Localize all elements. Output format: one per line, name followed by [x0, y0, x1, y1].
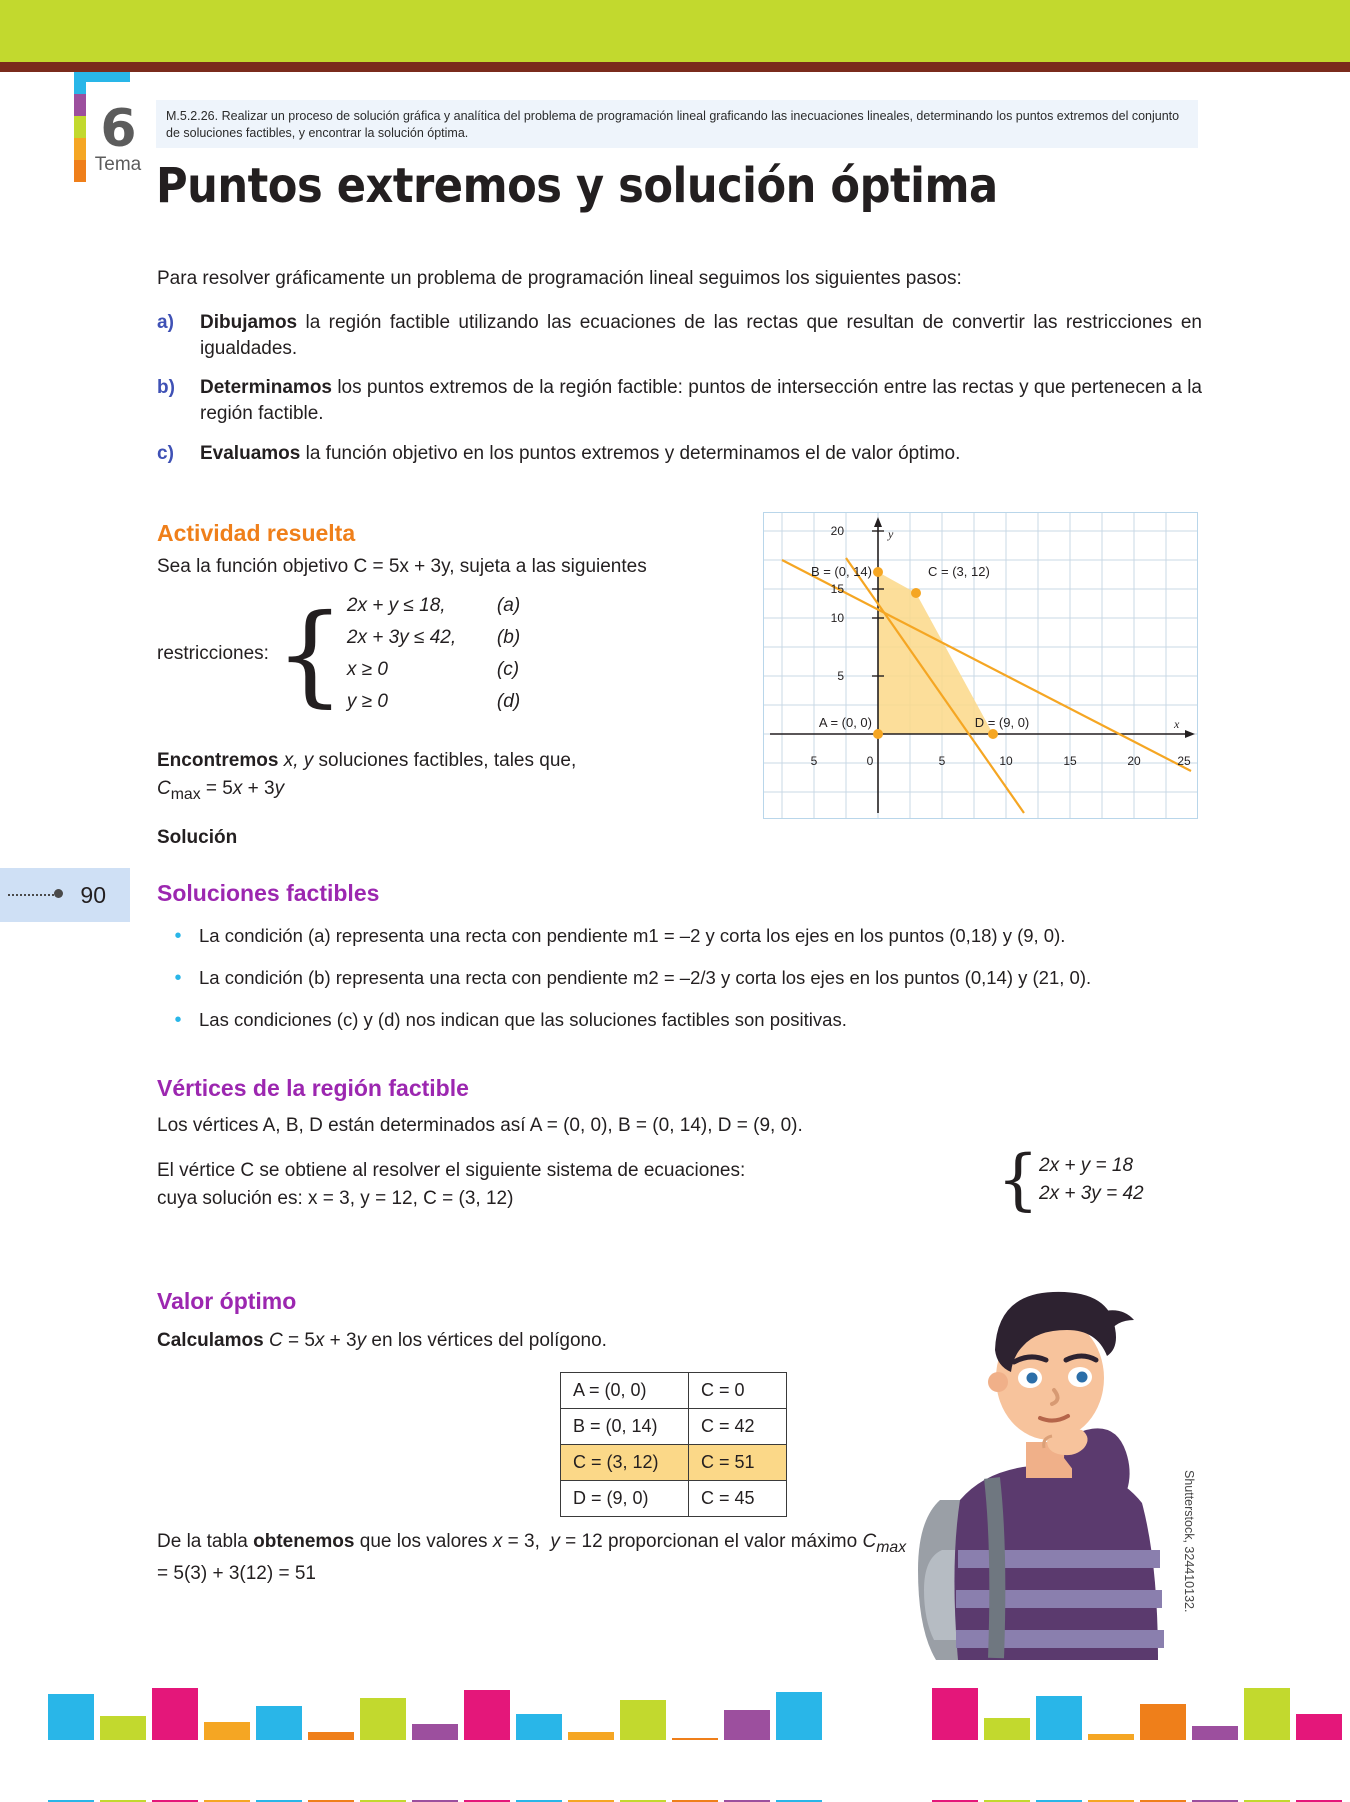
encontremos-bold: Encontremos — [157, 750, 279, 771]
sweater-stripe-3 — [956, 1630, 1164, 1648]
list-item — [347, 691, 520, 713]
bullet-icon: • — [174, 925, 182, 947]
brace-glyph: { — [274, 589, 345, 718]
x-tick-10: 10 — [999, 754, 1013, 768]
x-tick-25: 25 — [1177, 754, 1191, 768]
image-credit: Shutterstock, 324410132. — [1182, 1470, 1196, 1613]
restriction-eq-a: 2x + y ≤ 18, — [346, 595, 446, 616]
bullet-text-2: La condición (b) representa una recta con pendiente m2 = –2/3 y corta los ejes en los puntos (0,14) y (21, 0). — [199, 967, 1092, 988]
backpack-strap — [992, 1478, 997, 1658]
y-tick-20: 20 — [830, 524, 844, 538]
y-axis-label: y — [888, 527, 894, 541]
bottom-base — [0, 1740, 1350, 1800]
list-item — [157, 310, 1202, 361]
system-line1: El vértice C se obtiene al resolver el siguiente sistema de ecuaciones: — [157, 1160, 746, 1181]
point-label-C: C = (3, 12) — [928, 564, 990, 579]
step-rest-b: los puntos extremos de la región factible: puntos de intersección entre las rectas y que pertenecen a la región factible. — [200, 377, 1202, 424]
chart-grid — [764, 513, 1197, 818]
restriction-tag-b: (b) — [496, 627, 521, 648]
page-number: 90 — [80, 881, 106, 908]
actividad-heading: Actividad resuelta — [157, 520, 356, 546]
page-dots — [8, 894, 54, 896]
brace-glyph: { — [997, 1141, 1039, 1218]
system-eq-1: 2x + y = 18 — [1039, 1155, 1134, 1177]
system-eq-2: 2x + 3y = 42 — [1039, 1183, 1144, 1205]
vertices-text: Los vértices A, B, D están determinados así A = (0, 0), B = (0, 14), D = (9, 0). — [157, 1115, 803, 1136]
section-soluciones-factibles: Soluciones factibles — [157, 880, 380, 906]
vertex-A — [873, 729, 883, 739]
table-cell-value: C = 42 — [689, 1409, 787, 1445]
list-item — [157, 375, 1202, 426]
x-tick-neg5: 5 — [810, 754, 818, 768]
top-dark-bar — [0, 62, 1350, 72]
sweater-stripe-1 — [958, 1550, 1160, 1568]
list-item — [347, 627, 520, 649]
table-row-highlighted — [561, 1445, 787, 1481]
y-tick-5: 5 — [837, 669, 844, 683]
page-number-block — [0, 868, 130, 922]
system-block — [157, 1141, 1157, 1218]
student-illustration — [900, 1250, 1200, 1670]
solucion-heading: Solución — [157, 827, 238, 848]
x-tick-20: 20 — [1127, 754, 1141, 768]
x-axis-label: x — [1174, 717, 1180, 731]
step-bold-a: Dibujamos — [200, 312, 298, 333]
final-bold: obtenemos — [253, 1531, 355, 1552]
table-cell-value: C = 0 — [689, 1373, 787, 1409]
table-cell-point: D = (9, 0) — [561, 1481, 689, 1517]
restriction-tag-a: (a) — [496, 595, 521, 616]
table-cell-value: C = 51 — [689, 1445, 787, 1481]
section-vertices: Vértices de la región factible — [157, 1075, 469, 1101]
step-label-a: a) — [157, 312, 174, 333]
intro-paragraph: Para resolver gráficamente un problema de programación lineal seguimos los siguientes pasos: — [157, 268, 962, 289]
pupil-left — [1027, 1373, 1038, 1384]
step-bold-b: Determinamos — [200, 377, 332, 399]
table-row — [561, 1373, 787, 1409]
step-text-c — [200, 441, 1202, 467]
restriction-eq-c: x ≥ 0 — [346, 659, 388, 680]
restriction-tag-c: (c) — [496, 659, 520, 680]
bullets-list — [157, 925, 1207, 1051]
step-label-b: b) — [157, 377, 175, 399]
chart-svg — [764, 513, 1197, 818]
page-dot — [54, 889, 63, 898]
calc-rest: C = 5x + 3y en los vértices del polígono. — [268, 1330, 607, 1351]
standard-box: M.5.2.26. Realizar un proceso de solución gráfica y analítica del problema de programación lineal graficando las inecuaciones lineales, determinando los puntos extremos del conjunto de soluciones factibles, y encontrar la solución óptima. — [156, 100, 1198, 148]
feasible-region — [878, 572, 993, 734]
point-label-D: D = (9, 0) — [974, 715, 1030, 730]
table-row — [561, 1481, 787, 1517]
top-decorative-bar — [0, 0, 1350, 62]
values-table — [560, 1372, 787, 1517]
list-item — [157, 441, 1202, 467]
pupil-right — [1077, 1372, 1088, 1383]
page-title: Puntos extremos y solución óptima — [156, 158, 998, 214]
table-cell-value: C = 45 — [689, 1481, 787, 1517]
restriction-tag-d: (d) — [496, 691, 521, 712]
final-paragraph: De la tabla obtenemos que los valores x = 3, y = 12 proporcionan el valor máximo $C_{max} = 5(3) + 3(12) = 51$ — [157, 1531, 907, 1584]
x-tick-15: 15 — [1063, 754, 1077, 768]
x-tick-5: 5 — [938, 754, 946, 768]
list-item — [157, 1009, 1207, 1032]
step-label-c: c) — [157, 442, 174, 464]
system-equations-block — [997, 1141, 1144, 1218]
objective-function-line: Sea la función objetivo C = 5x + 3y, sujeta a las siguientes — [157, 556, 647, 577]
list-item — [157, 925, 1207, 948]
step-rest-a: la región factible utilizando las ecuaciones de las rectas que resultan de convertir las restricciones en igualdades. — [200, 312, 1202, 359]
step-bold-c: Evaluamos — [200, 442, 301, 464]
table-cell-point: A = (0, 0) — [561, 1373, 689, 1409]
bullet-icon: • — [174, 967, 182, 989]
list-item — [157, 967, 1207, 990]
vertex-C — [911, 588, 921, 598]
y-axis-arrow — [874, 517, 882, 527]
vertex-B — [873, 567, 883, 577]
step-text-a — [200, 310, 1202, 361]
step-text-b — [200, 375, 1202, 426]
bullet-icon: • — [174, 1009, 182, 1031]
list-item — [347, 659, 520, 681]
encontremos-rest: x, y soluciones factibles, tales que, — [283, 750, 577, 771]
steps-list — [157, 310, 1202, 480]
line-2x-plus-y-18 — [846, 558, 1024, 813]
point-label-B: B = (0, 14) — [810, 564, 872, 579]
restrictions-list — [347, 590, 520, 718]
x-tick-0: 0 — [866, 754, 874, 768]
chapter-number: 6 — [100, 98, 136, 159]
table-cell-point: B = (0, 14) — [561, 1409, 689, 1445]
y-tick-10: 10 — [830, 611, 844, 625]
point-label-A: A = (0, 0) — [818, 715, 872, 730]
vertex-D — [988, 729, 998, 739]
ear — [988, 1372, 1008, 1392]
list-item — [347, 595, 520, 617]
cmax-line: $C_{max} = 5x + 3y$ — [157, 778, 285, 803]
y-tick-15: 15 — [830, 582, 844, 596]
chapter-word: Tema — [94, 154, 142, 176]
step-rest-c: la función objetivo en los puntos extremos y determinamos el de valor óptimo. — [300, 442, 961, 464]
restriction-eq-b: 2x + 3y ≤ 42, — [346, 627, 457, 648]
restriction-eq-d: y ≥ 0 — [346, 691, 388, 712]
encontremos-line — [157, 750, 777, 772]
calc-bold: Calculamos — [157, 1330, 264, 1351]
chapter-tab-box — [86, 82, 150, 200]
feasible-region-chart — [763, 512, 1198, 819]
calc-line — [157, 1330, 607, 1352]
x-axis-arrow — [1185, 730, 1195, 738]
restrictions-label: restricciones: — [157, 643, 269, 664]
system-equations — [1039, 1152, 1144, 1208]
system-line2: cuya solución es: x = 3, y = 12, C = (3, 12) — [157, 1188, 514, 1209]
section-valor-optimo: Valor óptimo — [157, 1288, 297, 1314]
bullet-text-1: La condición (a) representa una recta con pendiente m1 = –2 y corta los ejes en los puntos (0,18) y (9, 0). — [199, 925, 1066, 946]
table-row — [561, 1409, 787, 1445]
sweater-stripe-2 — [956, 1590, 1162, 1608]
restrictions-block — [157, 590, 677, 718]
bullet-text-3: Las condiciones (c) y (d) nos indican que las soluciones factibles son positivas. — [199, 1009, 847, 1030]
table-cell-point: C = (3, 12) — [561, 1445, 689, 1481]
